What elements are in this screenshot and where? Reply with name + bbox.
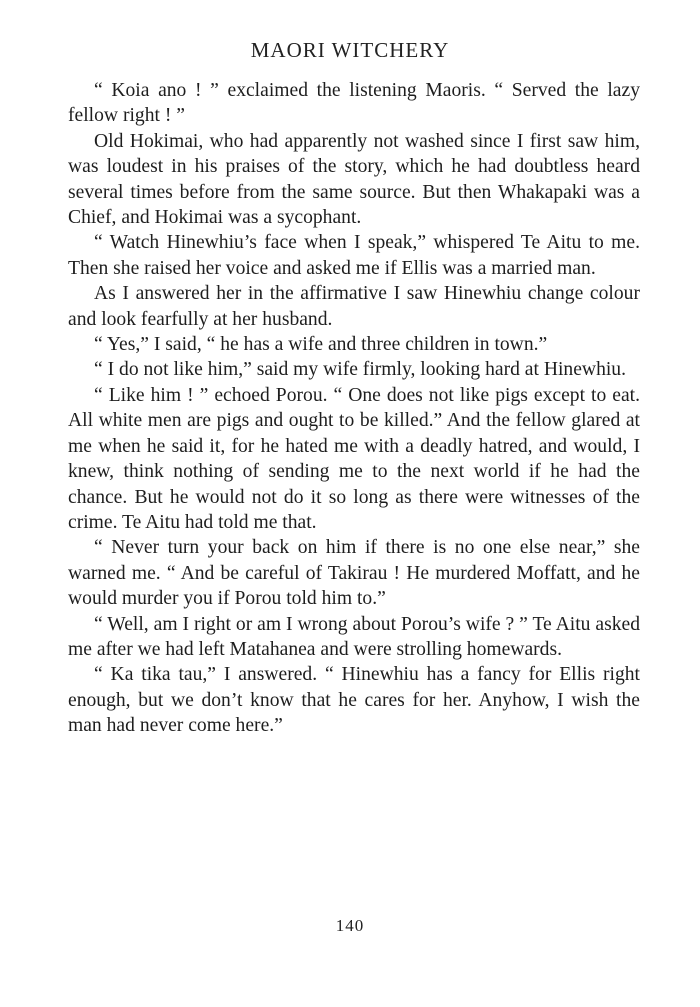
paragraph: Old Hokimai, who had apparently not washed since I first saw him, was loudest in his praises of the story, which he had doubtless heard several times before from the same source. But then Whakapaki was a Chief, and Hokimai was a sycophant.: [68, 130, 640, 229]
body-text: [68, 78, 640, 739]
paragraph: “ Koia ano ! ” exclaimed the listening Maoris. “ Served the lazy fellow right ! ”: [68, 80, 640, 127]
running-head: MAORI WITCHERY: [250, 38, 450, 62]
paragraph: “ Well, am I right or am I wrong about Porou’s wife ? ” Te Aitu asked me after we had left Matahanea and were strolling homewards.: [68, 613, 640, 660]
paragraph: “ I do not like him,” said my wife firmly, looking hard at Hinewhiu.: [94, 359, 627, 381]
paragraph: “ Like him ! ” echoed Porou. “ One does not like pigs except to eat. All white men are pigs and ought to be killed.” And the fellow glared at me when he said it, for he hated me with a deadly hatred, and would, I knew, think nothing of sending me to the next world if he had the chance. But he would not do it so long as there were witnesses of the crime. Te Aitu had told me that.: [68, 384, 640, 533]
paragraph: “ Ka tika tau,” I answered. “ Hinewhiu has a fancy for Ellis right enough, but we don’t know that he cares for her. Anyhow, I wish the man had never come here.”: [68, 664, 640, 737]
paragraph: “ Watch Hinewhiu’s face when I speak,” whispered Te Aitu to me. Then she raised her voice and asked me if Ellis was a married man.: [68, 232, 640, 279]
paragraph: “ Never turn your back on him if there is no one else near,” she warned me. “ And be careful of Takirau ! He murdered Moffatt, and he would murder you if Porou told him to.”: [68, 537, 640, 610]
paragraph: “ Yes,” I said, “ he has a wife and three children in town.”: [94, 334, 548, 356]
paragraph: As I answered her in the affirmative I saw Hinewhiu change colour and look fearfully at her husband.: [68, 283, 640, 330]
page-number: 140: [335, 916, 365, 935]
